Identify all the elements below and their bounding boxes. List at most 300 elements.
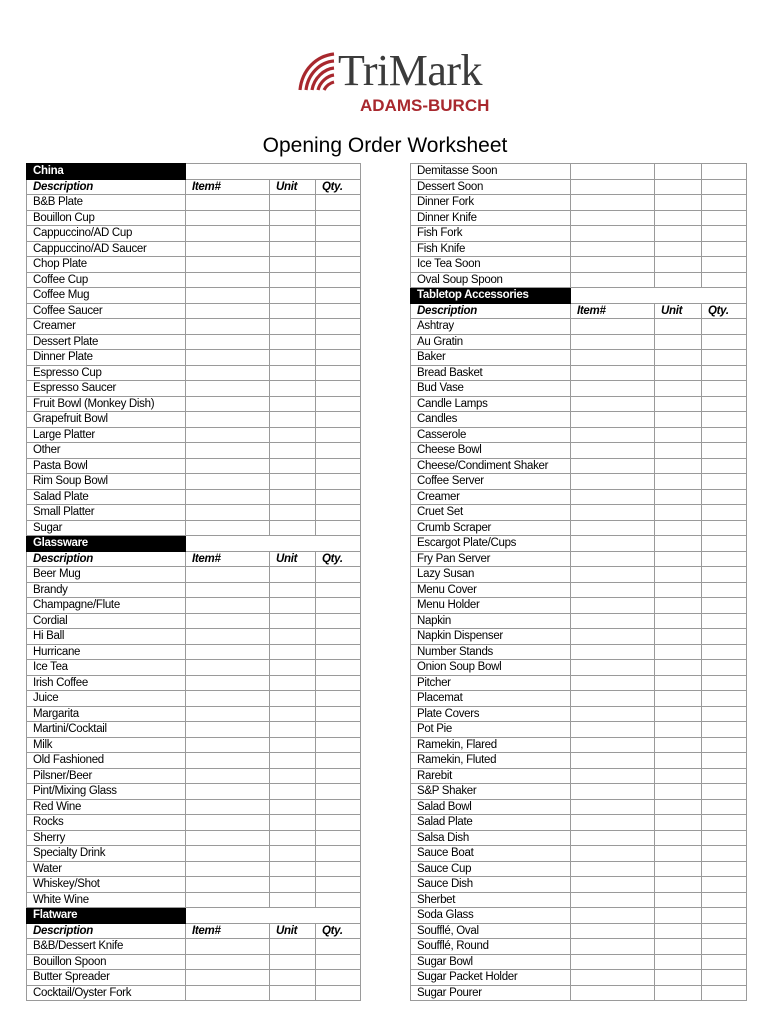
qty-cell[interactable] bbox=[702, 396, 747, 412]
qty-cell[interactable] bbox=[702, 210, 747, 226]
unit-cell[interactable] bbox=[655, 350, 702, 366]
qty-cell[interactable] bbox=[702, 195, 747, 211]
qty-cell[interactable] bbox=[316, 737, 361, 753]
item-number-cell[interactable] bbox=[186, 768, 270, 784]
unit-cell[interactable] bbox=[655, 970, 702, 986]
qty-cell[interactable] bbox=[316, 846, 361, 862]
item-number-cell[interactable] bbox=[571, 536, 655, 552]
qty-cell[interactable] bbox=[702, 582, 747, 598]
unit-cell[interactable] bbox=[655, 799, 702, 815]
qty-cell[interactable] bbox=[702, 629, 747, 645]
unit-cell[interactable] bbox=[270, 675, 316, 691]
qty-cell[interactable] bbox=[702, 954, 747, 970]
item-number-cell[interactable] bbox=[186, 877, 270, 893]
unit-cell[interactable] bbox=[655, 830, 702, 846]
item-number-cell[interactable] bbox=[186, 365, 270, 381]
item-number-cell[interactable] bbox=[186, 598, 270, 614]
item-number-cell[interactable] bbox=[186, 706, 270, 722]
qty-cell[interactable] bbox=[316, 985, 361, 1001]
item-number-cell[interactable] bbox=[186, 567, 270, 583]
item-number-cell[interactable] bbox=[571, 768, 655, 784]
unit-cell[interactable] bbox=[270, 644, 316, 660]
qty-cell[interactable] bbox=[316, 691, 361, 707]
unit-cell[interactable] bbox=[270, 629, 316, 645]
unit-cell[interactable] bbox=[655, 722, 702, 738]
unit-cell[interactable] bbox=[270, 381, 316, 397]
item-number-cell[interactable] bbox=[571, 520, 655, 536]
item-number-cell[interactable] bbox=[186, 381, 270, 397]
item-number-cell[interactable] bbox=[186, 846, 270, 862]
qty-cell[interactable] bbox=[316, 412, 361, 428]
qty-cell[interactable] bbox=[702, 474, 747, 490]
qty-cell[interactable] bbox=[702, 164, 747, 180]
unit-cell[interactable] bbox=[270, 985, 316, 1001]
qty-cell[interactable] bbox=[702, 660, 747, 676]
unit-cell[interactable] bbox=[655, 691, 702, 707]
item-number-cell[interactable] bbox=[571, 722, 655, 738]
item-number-cell[interactable] bbox=[571, 799, 655, 815]
item-number-cell[interactable] bbox=[571, 784, 655, 800]
unit-cell[interactable] bbox=[655, 427, 702, 443]
item-number-cell[interactable] bbox=[571, 381, 655, 397]
unit-cell[interactable] bbox=[655, 629, 702, 645]
item-number-cell[interactable] bbox=[186, 412, 270, 428]
unit-cell[interactable] bbox=[270, 520, 316, 536]
item-number-cell[interactable] bbox=[571, 412, 655, 428]
item-number-cell[interactable] bbox=[186, 737, 270, 753]
item-number-cell[interactable] bbox=[186, 830, 270, 846]
item-number-cell[interactable] bbox=[571, 427, 655, 443]
item-number-cell[interactable] bbox=[186, 784, 270, 800]
item-number-cell[interactable] bbox=[186, 226, 270, 242]
item-number-cell[interactable] bbox=[186, 815, 270, 831]
qty-cell[interactable] bbox=[316, 830, 361, 846]
qty-cell[interactable] bbox=[702, 381, 747, 397]
unit-cell[interactable] bbox=[270, 257, 316, 273]
unit-cell[interactable] bbox=[270, 474, 316, 490]
unit-cell[interactable] bbox=[270, 582, 316, 598]
qty-cell[interactable] bbox=[316, 303, 361, 319]
unit-cell[interactable] bbox=[270, 210, 316, 226]
qty-cell[interactable] bbox=[702, 784, 747, 800]
qty-cell[interactable] bbox=[702, 272, 747, 288]
qty-cell[interactable] bbox=[702, 722, 747, 738]
unit-cell[interactable] bbox=[655, 908, 702, 924]
item-number-cell[interactable] bbox=[186, 970, 270, 986]
unit-cell[interactable] bbox=[270, 815, 316, 831]
unit-cell[interactable] bbox=[270, 598, 316, 614]
item-number-cell[interactable] bbox=[571, 923, 655, 939]
item-number-cell[interactable] bbox=[571, 567, 655, 583]
item-number-cell[interactable] bbox=[186, 722, 270, 738]
unit-cell[interactable] bbox=[655, 551, 702, 567]
item-number-cell[interactable] bbox=[571, 644, 655, 660]
item-number-cell[interactable] bbox=[571, 877, 655, 893]
unit-cell[interactable] bbox=[655, 520, 702, 536]
qty-cell[interactable] bbox=[702, 768, 747, 784]
item-number-cell[interactable] bbox=[571, 179, 655, 195]
unit-cell[interactable] bbox=[655, 985, 702, 1001]
unit-cell[interactable] bbox=[655, 753, 702, 769]
qty-cell[interactable] bbox=[316, 861, 361, 877]
unit-cell[interactable] bbox=[655, 567, 702, 583]
unit-cell[interactable] bbox=[270, 799, 316, 815]
qty-cell[interactable] bbox=[702, 861, 747, 877]
unit-cell[interactable] bbox=[270, 241, 316, 257]
qty-cell[interactable] bbox=[316, 675, 361, 691]
unit-cell[interactable] bbox=[655, 443, 702, 459]
item-number-cell[interactable] bbox=[571, 505, 655, 521]
item-number-cell[interactable] bbox=[186, 458, 270, 474]
qty-cell[interactable] bbox=[702, 334, 747, 350]
item-number-cell[interactable] bbox=[571, 257, 655, 273]
item-number-cell[interactable] bbox=[186, 489, 270, 505]
unit-cell[interactable] bbox=[270, 427, 316, 443]
qty-cell[interactable] bbox=[316, 396, 361, 412]
item-number-cell[interactable] bbox=[186, 582, 270, 598]
item-number-cell[interactable] bbox=[186, 334, 270, 350]
unit-cell[interactable] bbox=[655, 582, 702, 598]
qty-cell[interactable] bbox=[702, 598, 747, 614]
qty-cell[interactable] bbox=[702, 799, 747, 815]
item-number-cell[interactable] bbox=[571, 892, 655, 908]
item-number-cell[interactable] bbox=[186, 319, 270, 335]
item-number-cell[interactable] bbox=[571, 365, 655, 381]
qty-cell[interactable] bbox=[316, 706, 361, 722]
unit-cell[interactable] bbox=[655, 939, 702, 955]
unit-cell[interactable] bbox=[270, 443, 316, 459]
unit-cell[interactable] bbox=[270, 303, 316, 319]
item-number-cell[interactable] bbox=[571, 164, 655, 180]
unit-cell[interactable] bbox=[655, 846, 702, 862]
unit-cell[interactable] bbox=[655, 892, 702, 908]
unit-cell[interactable] bbox=[270, 567, 316, 583]
item-number-cell[interactable] bbox=[571, 350, 655, 366]
unit-cell[interactable] bbox=[270, 784, 316, 800]
unit-cell[interactable] bbox=[270, 877, 316, 893]
qty-cell[interactable] bbox=[316, 334, 361, 350]
qty-cell[interactable] bbox=[316, 629, 361, 645]
qty-cell[interactable] bbox=[316, 520, 361, 536]
unit-cell[interactable] bbox=[270, 954, 316, 970]
item-number-cell[interactable] bbox=[571, 846, 655, 862]
unit-cell[interactable] bbox=[655, 768, 702, 784]
item-number-cell[interactable] bbox=[571, 241, 655, 257]
unit-cell[interactable] bbox=[270, 846, 316, 862]
qty-cell[interactable] bbox=[316, 567, 361, 583]
qty-cell[interactable] bbox=[702, 226, 747, 242]
unit-cell[interactable] bbox=[270, 830, 316, 846]
item-number-cell[interactable] bbox=[186, 675, 270, 691]
item-number-cell[interactable] bbox=[186, 753, 270, 769]
item-number-cell[interactable] bbox=[186, 985, 270, 1001]
item-number-cell[interactable] bbox=[186, 892, 270, 908]
item-number-cell[interactable] bbox=[186, 629, 270, 645]
qty-cell[interactable] bbox=[702, 443, 747, 459]
qty-cell[interactable] bbox=[702, 551, 747, 567]
item-number-cell[interactable] bbox=[571, 970, 655, 986]
item-number-cell[interactable] bbox=[571, 691, 655, 707]
qty-cell[interactable] bbox=[316, 582, 361, 598]
qty-cell[interactable] bbox=[316, 241, 361, 257]
unit-cell[interactable] bbox=[655, 954, 702, 970]
unit-cell[interactable] bbox=[270, 691, 316, 707]
qty-cell[interactable] bbox=[702, 427, 747, 443]
qty-cell[interactable] bbox=[316, 644, 361, 660]
qty-cell[interactable] bbox=[316, 288, 361, 304]
qty-cell[interactable] bbox=[702, 753, 747, 769]
unit-cell[interactable] bbox=[655, 381, 702, 397]
qty-cell[interactable] bbox=[316, 489, 361, 505]
qty-cell[interactable] bbox=[316, 257, 361, 273]
item-number-cell[interactable] bbox=[186, 396, 270, 412]
qty-cell[interactable] bbox=[316, 319, 361, 335]
unit-cell[interactable] bbox=[270, 939, 316, 955]
qty-cell[interactable] bbox=[316, 877, 361, 893]
unit-cell[interactable] bbox=[655, 241, 702, 257]
unit-cell[interactable] bbox=[270, 505, 316, 521]
qty-cell[interactable] bbox=[702, 970, 747, 986]
unit-cell[interactable] bbox=[655, 675, 702, 691]
qty-cell[interactable] bbox=[702, 536, 747, 552]
item-number-cell[interactable] bbox=[186, 505, 270, 521]
qty-cell[interactable] bbox=[702, 520, 747, 536]
qty-cell[interactable] bbox=[316, 226, 361, 242]
item-number-cell[interactable] bbox=[571, 396, 655, 412]
unit-cell[interactable] bbox=[655, 210, 702, 226]
unit-cell[interactable] bbox=[655, 505, 702, 521]
item-number-cell[interactable] bbox=[571, 629, 655, 645]
qty-cell[interactable] bbox=[702, 257, 747, 273]
unit-cell[interactable] bbox=[655, 877, 702, 893]
qty-cell[interactable] bbox=[316, 598, 361, 614]
unit-cell[interactable] bbox=[270, 660, 316, 676]
item-number-cell[interactable] bbox=[571, 334, 655, 350]
item-number-cell[interactable] bbox=[186, 644, 270, 660]
qty-cell[interactable] bbox=[702, 846, 747, 862]
item-number-cell[interactable] bbox=[571, 830, 655, 846]
item-number-cell[interactable] bbox=[571, 861, 655, 877]
unit-cell[interactable] bbox=[655, 458, 702, 474]
unit-cell[interactable] bbox=[655, 365, 702, 381]
qty-cell[interactable] bbox=[316, 660, 361, 676]
item-number-cell[interactable] bbox=[571, 210, 655, 226]
qty-cell[interactable] bbox=[316, 505, 361, 521]
unit-cell[interactable] bbox=[655, 784, 702, 800]
unit-cell[interactable] bbox=[270, 613, 316, 629]
item-number-cell[interactable] bbox=[571, 815, 655, 831]
item-number-cell[interactable] bbox=[571, 598, 655, 614]
item-number-cell[interactable] bbox=[571, 675, 655, 691]
item-number-cell[interactable] bbox=[186, 350, 270, 366]
unit-cell[interactable] bbox=[655, 923, 702, 939]
unit-cell[interactable] bbox=[655, 412, 702, 428]
unit-cell[interactable] bbox=[655, 319, 702, 335]
qty-cell[interactable] bbox=[702, 706, 747, 722]
qty-cell[interactable] bbox=[702, 892, 747, 908]
unit-cell[interactable] bbox=[655, 706, 702, 722]
qty-cell[interactable] bbox=[702, 737, 747, 753]
qty-cell[interactable] bbox=[316, 799, 361, 815]
qty-cell[interactable] bbox=[702, 923, 747, 939]
item-number-cell[interactable] bbox=[186, 303, 270, 319]
qty-cell[interactable] bbox=[316, 722, 361, 738]
item-number-cell[interactable] bbox=[571, 954, 655, 970]
item-number-cell[interactable] bbox=[571, 272, 655, 288]
qty-cell[interactable] bbox=[702, 319, 747, 335]
item-number-cell[interactable] bbox=[571, 613, 655, 629]
unit-cell[interactable] bbox=[655, 226, 702, 242]
qty-cell[interactable] bbox=[316, 272, 361, 288]
item-number-cell[interactable] bbox=[186, 257, 270, 273]
unit-cell[interactable] bbox=[270, 319, 316, 335]
item-number-cell[interactable] bbox=[571, 737, 655, 753]
item-number-cell[interactable] bbox=[186, 288, 270, 304]
qty-cell[interactable] bbox=[316, 768, 361, 784]
unit-cell[interactable] bbox=[655, 257, 702, 273]
item-number-cell[interactable] bbox=[186, 474, 270, 490]
item-number-cell[interactable] bbox=[571, 551, 655, 567]
unit-cell[interactable] bbox=[655, 489, 702, 505]
unit-cell[interactable] bbox=[655, 737, 702, 753]
item-number-cell[interactable] bbox=[186, 613, 270, 629]
qty-cell[interactable] bbox=[702, 644, 747, 660]
unit-cell[interactable] bbox=[655, 272, 702, 288]
unit-cell[interactable] bbox=[270, 288, 316, 304]
qty-cell[interactable] bbox=[702, 985, 747, 1001]
qty-cell[interactable] bbox=[702, 877, 747, 893]
qty-cell[interactable] bbox=[702, 675, 747, 691]
item-number-cell[interactable] bbox=[571, 985, 655, 1001]
unit-cell[interactable] bbox=[270, 892, 316, 908]
unit-cell[interactable] bbox=[270, 458, 316, 474]
qty-cell[interactable] bbox=[316, 195, 361, 211]
qty-cell[interactable] bbox=[702, 830, 747, 846]
item-number-cell[interactable] bbox=[186, 241, 270, 257]
item-number-cell[interactable] bbox=[571, 660, 655, 676]
unit-cell[interactable] bbox=[270, 365, 316, 381]
unit-cell[interactable] bbox=[655, 861, 702, 877]
unit-cell[interactable] bbox=[270, 396, 316, 412]
unit-cell[interactable] bbox=[270, 861, 316, 877]
qty-cell[interactable] bbox=[702, 505, 747, 521]
qty-cell[interactable] bbox=[702, 241, 747, 257]
unit-cell[interactable] bbox=[655, 644, 702, 660]
qty-cell[interactable] bbox=[702, 412, 747, 428]
qty-cell[interactable] bbox=[316, 892, 361, 908]
item-number-cell[interactable] bbox=[571, 443, 655, 459]
unit-cell[interactable] bbox=[270, 768, 316, 784]
unit-cell[interactable] bbox=[270, 350, 316, 366]
item-number-cell[interactable] bbox=[571, 908, 655, 924]
item-number-cell[interactable] bbox=[571, 706, 655, 722]
item-number-cell[interactable] bbox=[571, 753, 655, 769]
qty-cell[interactable] bbox=[316, 427, 361, 443]
qty-cell[interactable] bbox=[316, 970, 361, 986]
item-number-cell[interactable] bbox=[186, 443, 270, 459]
unit-cell[interactable] bbox=[655, 598, 702, 614]
item-number-cell[interactable] bbox=[571, 319, 655, 335]
unit-cell[interactable] bbox=[270, 706, 316, 722]
item-number-cell[interactable] bbox=[186, 427, 270, 443]
unit-cell[interactable] bbox=[655, 164, 702, 180]
unit-cell[interactable] bbox=[270, 412, 316, 428]
item-number-cell[interactable] bbox=[186, 210, 270, 226]
unit-cell[interactable] bbox=[270, 722, 316, 738]
item-number-cell[interactable] bbox=[571, 226, 655, 242]
unit-cell[interactable] bbox=[270, 334, 316, 350]
qty-cell[interactable] bbox=[702, 179, 747, 195]
item-number-cell[interactable] bbox=[186, 195, 270, 211]
qty-cell[interactable] bbox=[316, 784, 361, 800]
qty-cell[interactable] bbox=[316, 365, 361, 381]
qty-cell[interactable] bbox=[702, 613, 747, 629]
item-number-cell[interactable] bbox=[186, 939, 270, 955]
qty-cell[interactable] bbox=[316, 753, 361, 769]
unit-cell[interactable] bbox=[270, 195, 316, 211]
qty-cell[interactable] bbox=[702, 458, 747, 474]
item-number-cell[interactable] bbox=[571, 195, 655, 211]
item-number-cell[interactable] bbox=[571, 489, 655, 505]
unit-cell[interactable] bbox=[655, 815, 702, 831]
qty-cell[interactable] bbox=[316, 939, 361, 955]
qty-cell[interactable] bbox=[702, 567, 747, 583]
unit-cell[interactable] bbox=[270, 489, 316, 505]
qty-cell[interactable] bbox=[702, 691, 747, 707]
item-number-cell[interactable] bbox=[186, 520, 270, 536]
qty-cell[interactable] bbox=[316, 613, 361, 629]
unit-cell[interactable] bbox=[270, 272, 316, 288]
unit-cell[interactable] bbox=[270, 737, 316, 753]
qty-cell[interactable] bbox=[702, 908, 747, 924]
unit-cell[interactable] bbox=[655, 613, 702, 629]
qty-cell[interactable] bbox=[702, 939, 747, 955]
qty-cell[interactable] bbox=[702, 815, 747, 831]
qty-cell[interactable] bbox=[316, 443, 361, 459]
unit-cell[interactable] bbox=[655, 474, 702, 490]
qty-cell[interactable] bbox=[702, 365, 747, 381]
item-number-cell[interactable] bbox=[186, 954, 270, 970]
qty-cell[interactable] bbox=[316, 381, 361, 397]
qty-cell[interactable] bbox=[316, 815, 361, 831]
qty-cell[interactable] bbox=[316, 350, 361, 366]
unit-cell[interactable] bbox=[655, 179, 702, 195]
unit-cell[interactable] bbox=[655, 660, 702, 676]
unit-cell[interactable] bbox=[270, 226, 316, 242]
item-number-cell[interactable] bbox=[186, 660, 270, 676]
item-number-cell[interactable] bbox=[186, 272, 270, 288]
qty-cell[interactable] bbox=[702, 350, 747, 366]
qty-cell[interactable] bbox=[702, 489, 747, 505]
item-number-cell[interactable] bbox=[186, 799, 270, 815]
item-number-cell[interactable] bbox=[571, 939, 655, 955]
qty-cell[interactable] bbox=[316, 474, 361, 490]
unit-cell[interactable] bbox=[270, 753, 316, 769]
item-number-cell[interactable] bbox=[571, 474, 655, 490]
unit-cell[interactable] bbox=[655, 334, 702, 350]
item-number-cell[interactable] bbox=[186, 691, 270, 707]
item-number-cell[interactable] bbox=[186, 861, 270, 877]
item-number-cell[interactable] bbox=[571, 458, 655, 474]
unit-cell[interactable] bbox=[655, 195, 702, 211]
item-number-cell[interactable] bbox=[571, 582, 655, 598]
unit-cell[interactable] bbox=[655, 396, 702, 412]
qty-cell[interactable] bbox=[316, 210, 361, 226]
unit-cell[interactable] bbox=[655, 536, 702, 552]
unit-cell[interactable] bbox=[270, 970, 316, 986]
qty-cell[interactable] bbox=[316, 458, 361, 474]
qty-cell[interactable] bbox=[316, 954, 361, 970]
